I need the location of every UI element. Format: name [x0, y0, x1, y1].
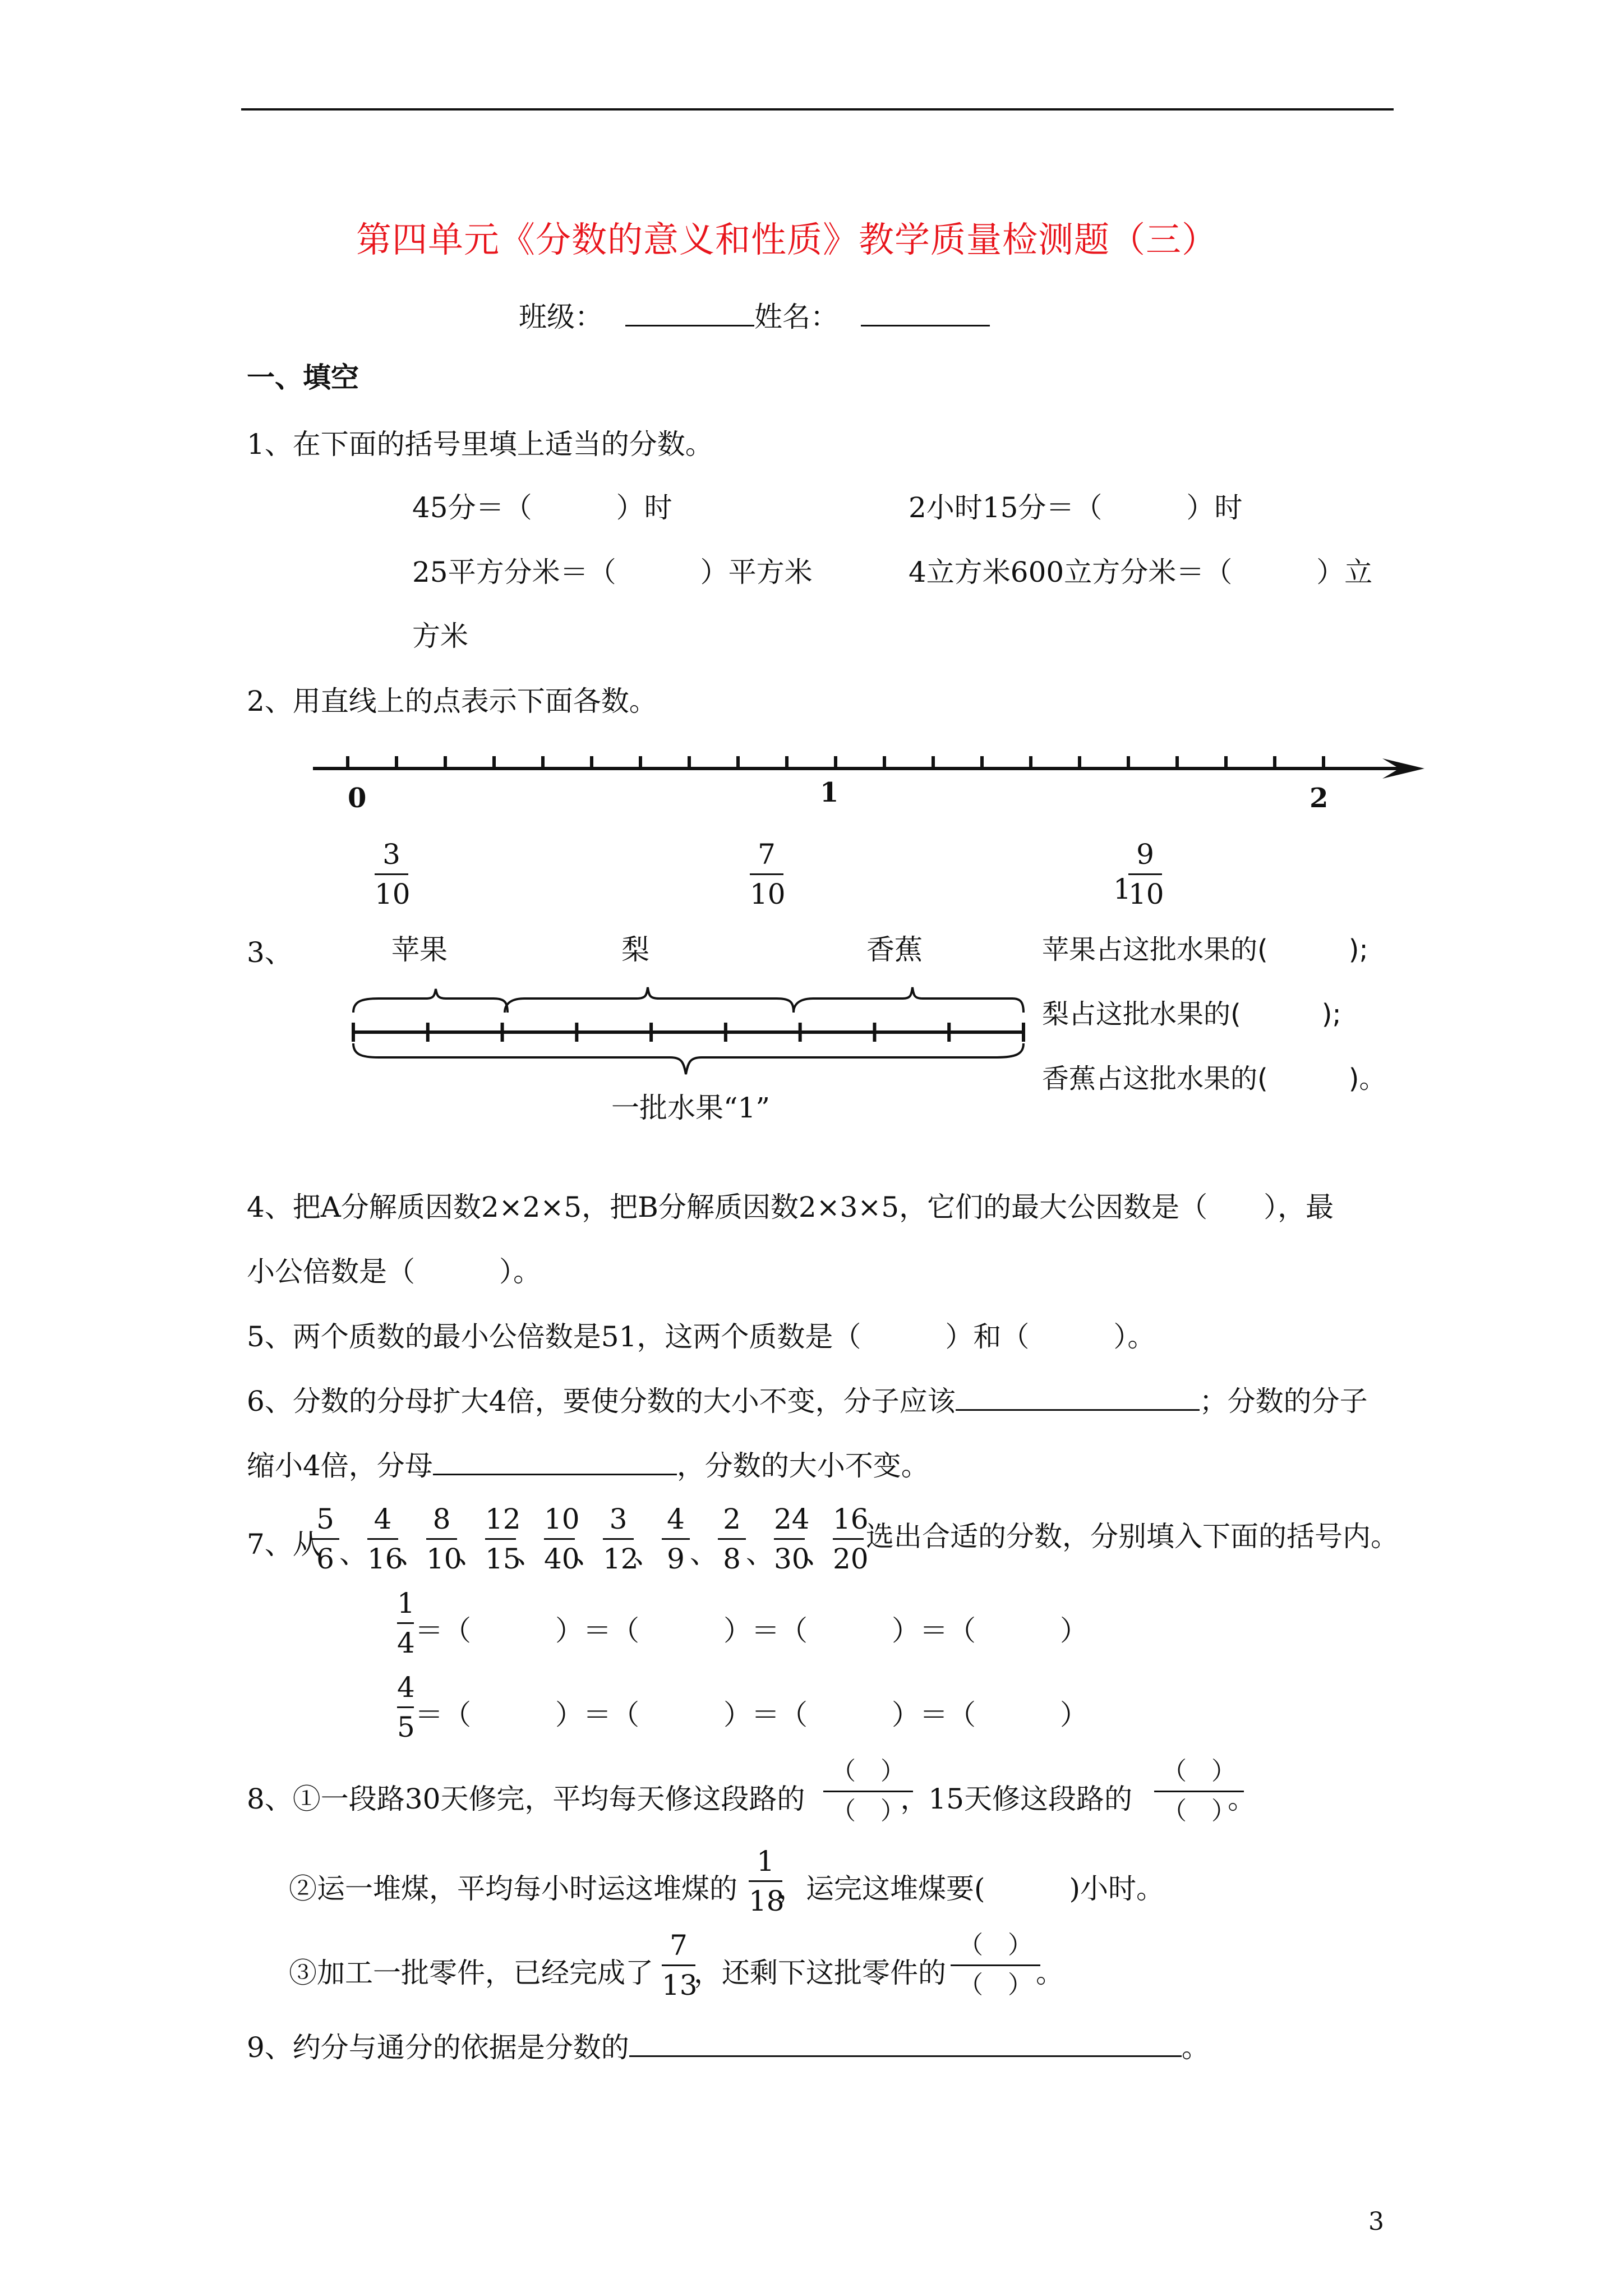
page-number: 3: [1368, 2207, 1384, 2236]
q8-part2: ②运一堆煤，平均每小时运这堆煤的 ，运完这堆煤要( )小时。: [289, 1872, 1165, 1905]
fraction-3-10: 3 10: [375, 838, 411, 910]
q8-blank-fraction-3[interactable]: （ ） （ ）: [951, 1930, 1040, 2001]
q7-fraction: 5 6: [311, 1503, 339, 1575]
q7-row2-blanks: ＝（ ）＝（ ）＝（ ）＝（ ）: [415, 1699, 1088, 1731]
q7-fraction: 10 40: [544, 1503, 580, 1575]
number-line-label-0: 0: [348, 783, 367, 814]
fruit-pear: 梨: [621, 933, 649, 966]
q8-fraction-1-18: 1 18: [749, 1845, 785, 1917]
q1-item-e: 方米: [412, 620, 468, 652]
q7-row1-fraction: 1 4: [397, 1587, 415, 1659]
q7-fraction-list: [311, 1503, 1399, 1575]
fruit-banana: 香蕉: [866, 933, 923, 966]
q7-fraction: 2 8: [718, 1503, 746, 1575]
q7-sep: 、: [339, 1536, 367, 1570]
q7-sep: 、: [690, 1536, 718, 1570]
q1-prompt: 1、在下面的括号里填上适当的分数。: [247, 428, 713, 461]
fraction-1-9-10: 9 10: [1128, 838, 1164, 910]
q8-part1: 8、①一段路30天修完，平均每天修这段路的 ，15天修这段路的 。: [247, 1783, 1256, 1815]
q8-fraction-7-13: 7 13: [662, 1929, 698, 2001]
q7-sep: 、: [516, 1536, 544, 1570]
fraction-7-10: 7 10: [750, 838, 786, 910]
q2-prompt: 2、用直线上的点表示下面各数。: [247, 685, 657, 717]
q7-fraction: 12 15: [485, 1503, 521, 1575]
q1-item-d: 4立方米600立方分米＝（ ）立: [909, 556, 1373, 588]
q7-sep: 、: [398, 1536, 426, 1570]
q8-blank-fraction-2[interactable]: （ ） （ ）: [1154, 1756, 1244, 1827]
class-blank[interactable]: [625, 325, 754, 326]
class-label: 班级： 姓名：: [519, 300, 990, 334]
q7-row2-fraction: 4 5: [397, 1671, 415, 1743]
total-label: 一批水果“1”: [611, 1092, 770, 1124]
apple-answer: 苹果占这批水果的( );: [1042, 934, 1368, 965]
number-line-label-2: 2: [1310, 783, 1329, 814]
q7-suffix: 选出合适的分数，分别填入下面的括号内。: [866, 1520, 1399, 1553]
number-line: [308, 746, 1430, 791]
q1-item-b: 2小时15分＝（ ）时: [909, 491, 1243, 524]
banana-answer: 香蕉占这批水果的( )。: [1042, 1063, 1386, 1094]
q7-fraction: 16 20: [833, 1503, 869, 1575]
q1-item-a: 45分＝（ ）时: [412, 491, 672, 524]
q7-sep: 、: [805, 1536, 833, 1570]
fruit-diagram: [345, 979, 1032, 1091]
q9: 9、约分与通分的依据是分数的 。: [247, 2031, 1210, 2064]
page-title: 第四单元《分数的意义和性质》教学质量检测题（三）: [356, 219, 1218, 260]
q7-sep: 、: [746, 1536, 774, 1570]
q4-line1: 4、把A分解质因数2×2×5，把B分解质因数2×3×5，它们的最大公因数是（ ），最: [247, 1191, 1334, 1223]
mixed-whole: 1: [1113, 873, 1131, 905]
q5: 5、两个质数的最小公倍数是51，这两个质数是（ ）和（ ）。: [247, 1320, 1156, 1353]
q6-blank-1[interactable]: [956, 1409, 1200, 1411]
name-blank[interactable]: [861, 325, 990, 326]
q7-fraction: 24 30: [774, 1503, 810, 1575]
q7-fraction: 3 12: [603, 1503, 639, 1575]
q1-item-c: 25平方分米＝（ ）平方米: [412, 556, 813, 588]
name-label: 姓名：: [754, 301, 838, 333]
q9-blank[interactable]: [629, 2055, 1182, 2057]
q7-fraction: 4 16: [367, 1503, 403, 1575]
q7-fraction: 8 10: [426, 1503, 462, 1575]
q7-row1-blanks: ＝（ ）＝（ ）＝（ ）＝（ ）: [415, 1614, 1088, 1647]
q7-fraction: 4 9: [662, 1503, 690, 1575]
q8-part3: ③加工一批零件，已经完成了 ，还剩下这批零件的 。: [289, 1957, 1064, 1989]
q7-sep: 、: [634, 1536, 662, 1570]
pear-answer: 梨占这批水果的( );: [1042, 999, 1341, 1030]
q7-sep: 、: [457, 1536, 485, 1570]
q7-sep: 、: [575, 1536, 603, 1570]
q7-prefix: 7、从: [247, 1528, 321, 1561]
q4-line2: 小公倍数是（ ）。: [247, 1255, 541, 1288]
q3-number: 3、: [247, 936, 293, 969]
header-rule: [241, 108, 1394, 111]
q6-line2: 缩小4倍，分母 ，分数的大小不变。: [247, 1450, 929, 1482]
q6-blank-2[interactable]: [433, 1474, 677, 1475]
q6-line1: 6、分数的分母扩大4倍，要使分数的大小不变，分子应该 ；分数的分子: [247, 1385, 1368, 1418]
section-heading: 一、填空: [247, 361, 359, 394]
number-line-label-1: 1: [820, 777, 839, 808]
q8-blank-fraction-1[interactable]: （ ） （ ）: [823, 1756, 913, 1827]
fruit-apple: 苹果: [391, 933, 448, 966]
